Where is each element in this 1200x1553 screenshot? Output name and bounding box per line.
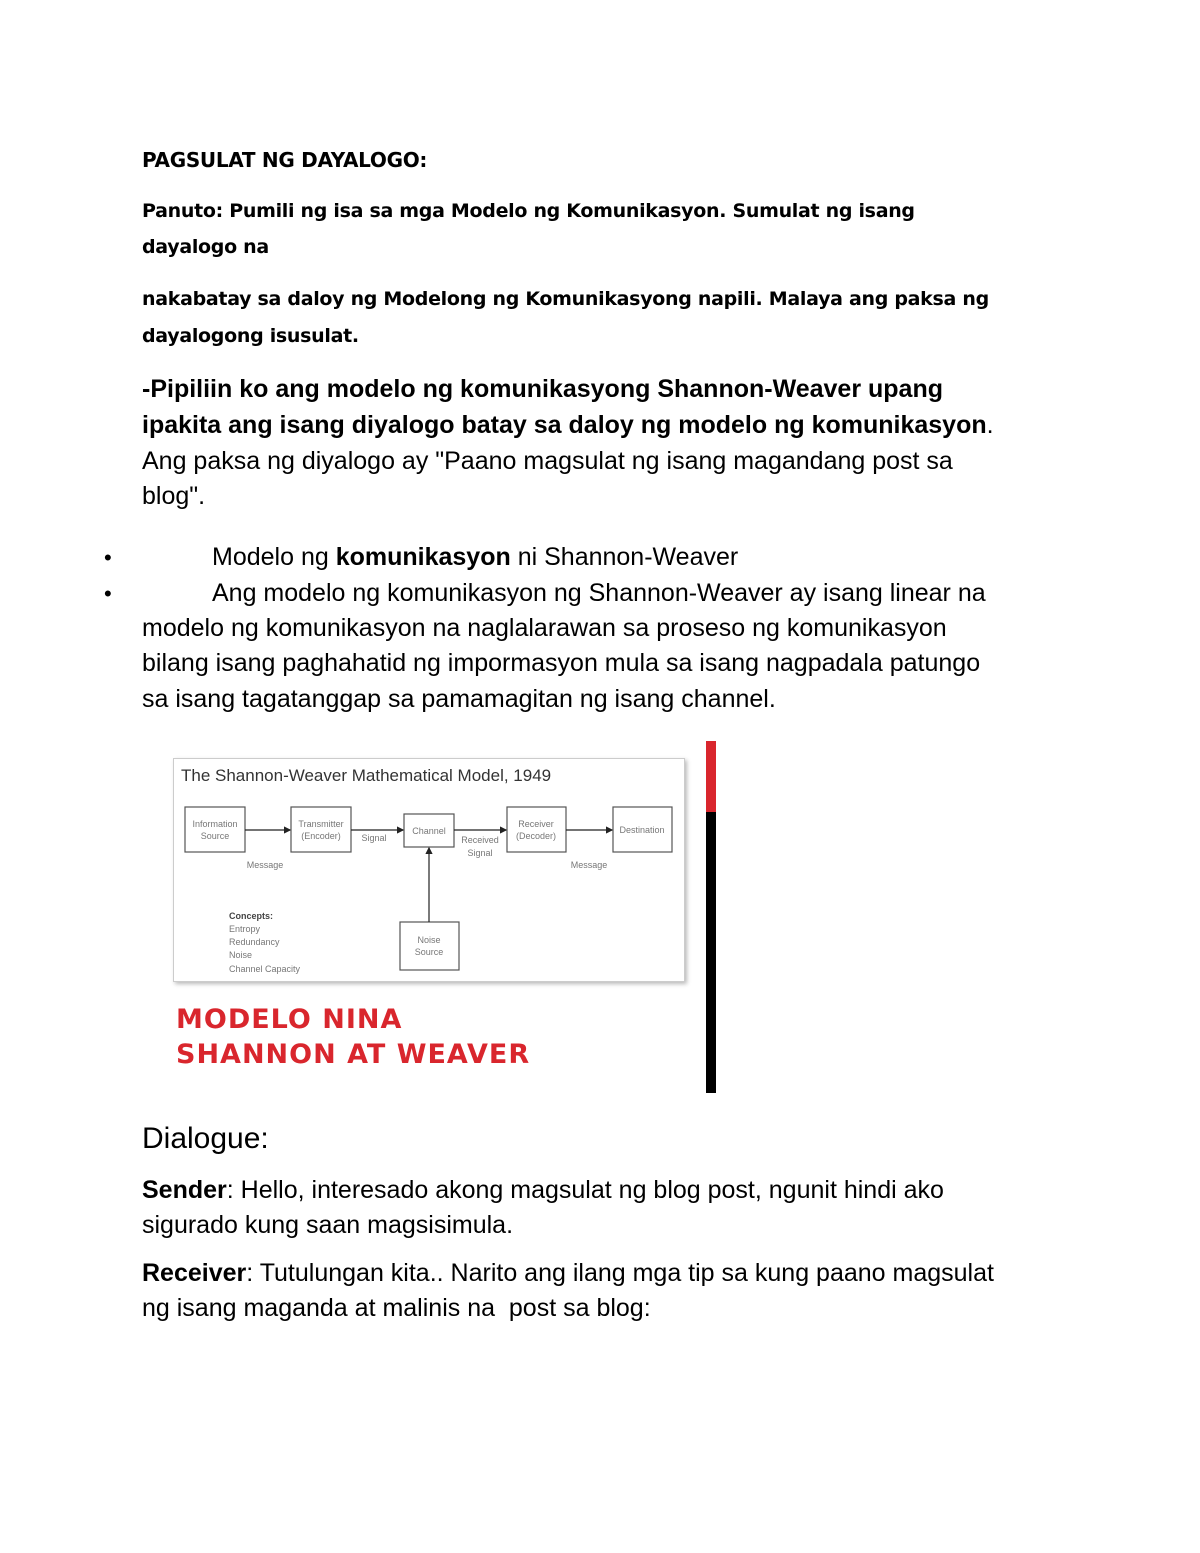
concept: Noise bbox=[229, 950, 253, 960]
caption-line: SHANNON AT WEAVER bbox=[176, 1039, 531, 1070]
label: (Decoder) bbox=[515, 831, 557, 841]
sender-label: Sender bbox=[142, 1176, 227, 1204]
label: Destination bbox=[619, 825, 665, 835]
intro-line bbox=[142, 408, 994, 443]
bullet-line: bilang isang paghahatid ng impormasyon mula sa isang nagpadala patungo bbox=[142, 649, 981, 677]
instruction-line: nakabatay sa daloy ng Modelong ng Komunikasyong napili. Malaya ang paksa ng bbox=[142, 288, 989, 310]
bullet-line: sa isang tagatanggap sa pamamagitan ng isang channel. bbox=[142, 685, 776, 713]
label: Received bbox=[461, 835, 499, 845]
dialogue-heading: Dialogue: bbox=[142, 1122, 269, 1155]
concept: Entropy bbox=[229, 924, 261, 934]
instruction-line: dayalogo na bbox=[142, 236, 269, 258]
caption-line: MODELO NINA bbox=[176, 1004, 403, 1035]
text: : Hello, interesado akong magsulat ng blog post, ngunit hindi ako bbox=[226, 1176, 944, 1204]
accent-bar-red bbox=[706, 741, 716, 812]
text: Modelo ng bbox=[212, 543, 336, 571]
bullet-item: Ang modelo ng komunikasyon ng Shannon-Weaver ay isang linear na bbox=[212, 579, 986, 607]
intro-line: blog". bbox=[142, 482, 206, 510]
bullet-line: modelo ng komunikasyon na naglalarawan sa proseso ng komunikasyon bbox=[142, 614, 947, 642]
text: ni Shannon-Weaver bbox=[510, 543, 739, 571]
diagram-title: The Shannon-Weaver Mathematical Model, 1949 bbox=[181, 766, 552, 785]
label: Source bbox=[414, 947, 444, 957]
sender-line: sigurado kung saan magsisimula. bbox=[142, 1211, 514, 1239]
intro-period: . bbox=[986, 411, 994, 439]
shannon-weaver-diagram bbox=[173, 758, 685, 982]
concept: Redundancy bbox=[229, 937, 280, 947]
instruction-line: Panuto: Pumili ng isa sa mga Modelo ng Komunikasyon. Sumulat ng isang bbox=[142, 200, 915, 222]
label: Signal bbox=[467, 848, 493, 858]
accent-bar-black bbox=[706, 812, 716, 1093]
concepts-title: Concepts: bbox=[229, 911, 274, 921]
info-source-box bbox=[185, 807, 245, 852]
receiver-line bbox=[142, 1256, 994, 1291]
receiver-label: Receiver bbox=[142, 1259, 247, 1287]
receiver-line: ng isang maganda at malinis na post sa blog: bbox=[142, 1294, 651, 1322]
text: : Tutulungan kita.. Narito ang ilang mga tip sa kung paano magsulat bbox=[246, 1259, 994, 1287]
concept: Channel Capacity bbox=[229, 964, 301, 974]
label: Signal bbox=[361, 833, 387, 843]
instruction-line: dayalogong isusulat. bbox=[142, 325, 359, 347]
label: Transmitter bbox=[298, 819, 344, 829]
intro-bold: ipakita ang isang diyalogo batay sa daloy ng modelo ng komunikasyon bbox=[142, 411, 987, 439]
label: (Encoder) bbox=[301, 831, 341, 841]
label: Noise bbox=[417, 935, 441, 945]
transmitter-box bbox=[291, 807, 351, 852]
label: Channel bbox=[412, 826, 446, 836]
page-title: PAGSULAT NG DAYALOGO: bbox=[142, 148, 428, 172]
receiver-box bbox=[507, 807, 566, 852]
label: Information bbox=[192, 819, 238, 829]
intro-line: -Pipiliin ko ang modelo ng komunikasyong Shannon-Weaver upang bbox=[142, 375, 944, 403]
bullet-icon: • bbox=[104, 581, 112, 606]
text-bold: komunikasyon bbox=[335, 543, 511, 571]
bullet-icon: • bbox=[104, 545, 112, 570]
diagram-svg bbox=[174, 759, 684, 981]
label: Message bbox=[570, 860, 608, 870]
label: Receiver bbox=[518, 819, 554, 829]
label: Source bbox=[200, 831, 230, 841]
intro-line: Ang paksa ng diyalogo ay "Paano magsulat ng isang magandang post sa bbox=[142, 447, 953, 475]
label: Message bbox=[246, 860, 284, 870]
noise-source-box bbox=[400, 922, 459, 970]
sender-line bbox=[142, 1173, 944, 1208]
bullet-item bbox=[212, 540, 738, 575]
